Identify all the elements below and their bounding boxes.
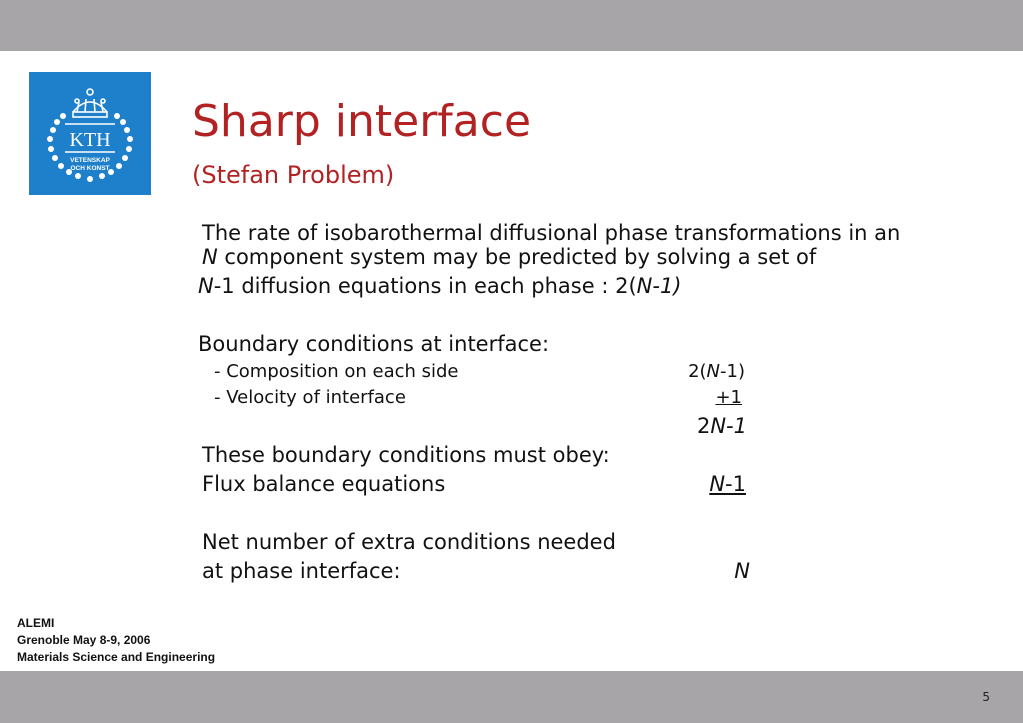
bottom-bar bbox=[0, 671, 1023, 723]
intro-line-3-var: N bbox=[198, 274, 214, 298]
intro-line-2 bbox=[202, 245, 816, 270]
intro-line-2-rest: component system may be predicted by solving a set of bbox=[217, 245, 817, 269]
intro-line-3-rest: -1 diffusion equations in each phase : 2( bbox=[213, 274, 637, 298]
flux-value bbox=[640, 472, 746, 497]
kth-logo bbox=[29, 72, 151, 195]
bc-item1-pre: 2( bbox=[688, 361, 707, 382]
net-value bbox=[640, 559, 750, 584]
intro-line-1: The rate of isobarothermal diffusional phase transformations in an bbox=[202, 221, 901, 245]
bc-item1-post: -1) bbox=[720, 361, 745, 382]
bc-item1-var: N bbox=[706, 361, 721, 382]
bc-heading: Boundary conditions at interface: bbox=[198, 332, 550, 356]
flux-var: N bbox=[709, 472, 726, 496]
kth-crest-icon bbox=[29, 72, 151, 195]
bc-total bbox=[620, 414, 747, 439]
top-bar bbox=[0, 0, 1023, 51]
page-number: 5 bbox=[982, 690, 990, 704]
bc-item1-label: - Composition on each side bbox=[214, 361, 459, 382]
net-line-2: at phase interface: bbox=[202, 559, 401, 583]
bc-item2-value bbox=[640, 387, 742, 409]
footer-line-3: Materials Science and Engineering bbox=[17, 650, 216, 664]
flux-label: Flux balance equations bbox=[202, 472, 446, 496]
net-var: N bbox=[734, 559, 750, 583]
bc-total-pre: 2 bbox=[696, 414, 711, 438]
slide-subtitle: (Stefan Problem) bbox=[192, 161, 395, 189]
logo-line2: OCH KONST bbox=[70, 165, 110, 172]
bc-item2-number: +1 bbox=[715, 387, 742, 408]
intro-line-3-expr: N-1) bbox=[636, 274, 682, 298]
obey-heading: These boundary conditions must obey: bbox=[202, 443, 610, 467]
footer-line-1: ALEMI bbox=[17, 616, 55, 630]
intro-line-2-var: N bbox=[202, 245, 218, 269]
logo-text: KTH bbox=[69, 129, 111, 151]
bc-item1-value bbox=[640, 361, 745, 383]
bc-total-expr: N-1 bbox=[710, 414, 747, 438]
logo-line1: VETENSKAP bbox=[70, 157, 110, 164]
flux-post: -1 bbox=[725, 472, 746, 496]
slide-title: Sharp interface bbox=[192, 96, 532, 147]
bc-item2-label: - Velocity of interface bbox=[214, 387, 406, 408]
net-line-1: Net number of extra conditions needed bbox=[202, 530, 616, 554]
footer-line-2: Grenoble May 8-9, 2006 bbox=[17, 633, 151, 647]
intro-line-3 bbox=[198, 274, 682, 299]
